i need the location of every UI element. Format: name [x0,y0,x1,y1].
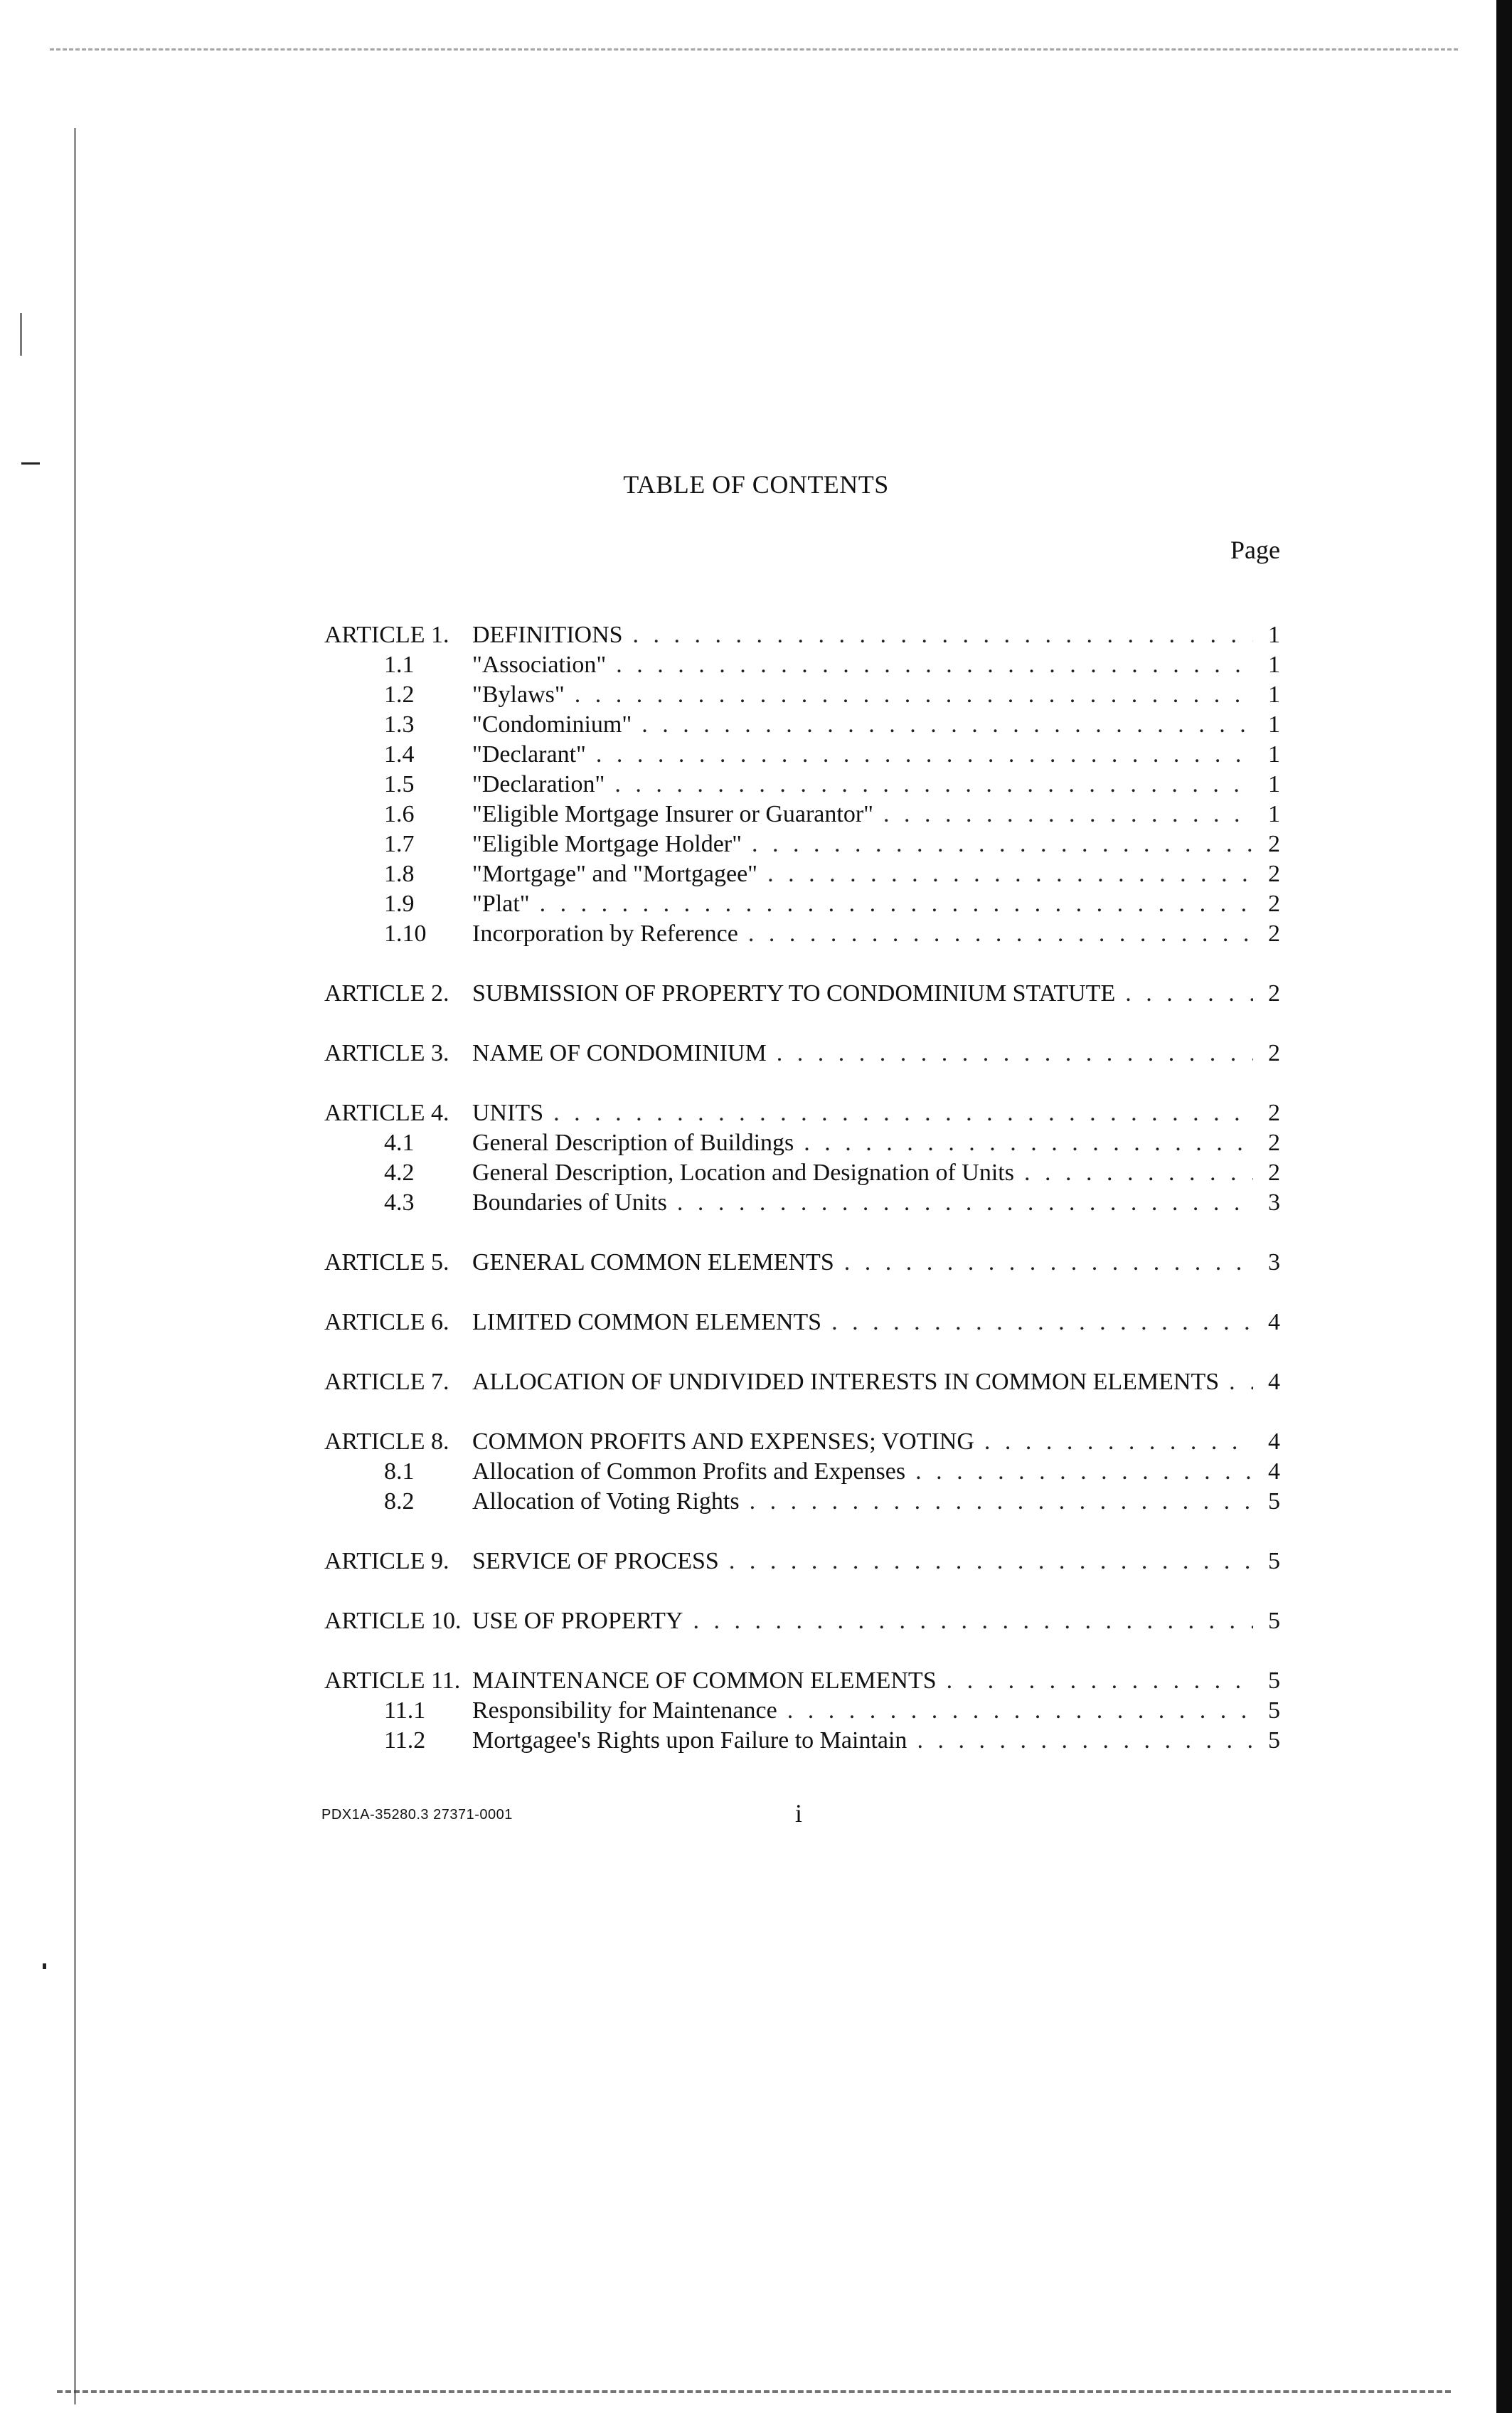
section-number-text: 1.2 [384,682,415,708]
section-title: "Plat" [472,891,530,917]
toc-section-row [324,650,1280,680]
toc-article-row [324,620,1280,650]
dot-leader [748,919,1253,949]
section-number [324,919,472,949]
toc-section-row [324,1457,1280,1487]
toc-section-row [324,1188,1280,1218]
dot-leader [831,1308,1253,1337]
toc-article-row [324,1039,1280,1068]
section-title: "Declarant" [472,741,586,768]
page-ref: 5 [1268,1697,1280,1724]
section-number-text: 1.1 [384,652,415,678]
section-number [324,829,472,859]
toc-section-row [324,800,1280,829]
section-title: Responsibility for Maintenance [472,1697,777,1724]
section-title: "Bylaws" [472,682,565,708]
toc-section-row [324,1158,1280,1188]
toc-section-row [324,710,1280,740]
section-title: Incorporation by Reference [472,921,738,947]
dot-leader [984,1427,1253,1457]
article-number: ARTICLE 11. [324,1667,461,1694]
toc-article-row [324,1427,1280,1457]
section-number-text: 1.6 [384,801,415,827]
dot-leader [883,800,1253,829]
section-number-text: 11.2 [384,1727,426,1754]
dot-leader [777,1039,1253,1068]
article-title: DEFINITIONS [472,622,623,648]
section-number-text: 1.10 [384,921,427,947]
toc-section-row [324,1696,1280,1726]
dot-leader [1024,1158,1253,1188]
section-title: "Eligible Mortgage Insurer or Guarantor" [472,801,874,827]
page-column-header: Page [1230,536,1280,564]
page-ref: 1 [1268,801,1280,827]
toc-section-row [324,680,1280,710]
dot-leader [804,1128,1253,1158]
toc-section-row [324,1128,1280,1158]
article-title: MAINTENANCE OF COMMON ELEMENTS [472,1667,937,1694]
article-number: ARTICLE 6. [324,1309,449,1335]
dot-leader [787,1696,1253,1726]
toc-article-row [324,1367,1280,1397]
toc-section-row [324,859,1280,889]
scan-mark [20,313,22,356]
page-ref: 5 [1268,1548,1280,1574]
dot-leader [752,829,1253,859]
page-ref: 1 [1268,682,1280,708]
section-number-text: 8.1 [384,1458,415,1485]
section-number [324,1487,472,1517]
toc-section-row [324,1726,1280,1756]
section-number-text: 1.8 [384,861,415,887]
article-number: ARTICLE 8. [324,1428,449,1455]
page-number: i [795,1799,803,1828]
section-number [324,1457,472,1487]
document-id: PDX1A-35280.3 27371-0001 [321,1807,513,1823]
page-ref: 5 [1268,1727,1280,1754]
article-number: ARTICLE 7. [324,1369,449,1395]
page-ref: 2 [1268,861,1280,887]
dot-leader [614,770,1253,800]
toc-article-row [324,1248,1280,1278]
page-ref: 1 [1268,741,1280,768]
article-number: ARTICLE 10. [324,1608,462,1634]
page-ref: 4 [1268,1428,1280,1455]
section-number [324,650,472,680]
section-number-text: 8.2 [384,1488,415,1515]
section-number [324,710,472,740]
page-ref: 1 [1268,622,1280,648]
dot-leader [917,1726,1253,1756]
section-number [324,859,472,889]
scan-mark [21,462,40,465]
section-number-text: 4.3 [384,1189,415,1216]
dot-leader [641,710,1253,740]
page-ref: 1 [1268,652,1280,678]
article-number: ARTICLE 4. [324,1100,449,1126]
section-number [324,1696,472,1726]
dot-leader [947,1666,1253,1696]
dot-leader [729,1547,1253,1576]
section-number [324,740,472,770]
dot-leader [633,620,1253,650]
article-number: ARTICLE 9. [324,1548,449,1574]
dot-leader [1125,979,1253,1009]
section-title: "Eligible Mortgage Holder" [472,831,742,857]
section-number-text: 1.3 [384,711,415,738]
page-ref: 2 [1268,1100,1280,1126]
dot-leader [677,1188,1253,1218]
toc-section-row [324,1487,1280,1517]
section-title: Allocation of Voting Rights [472,1488,740,1515]
section-number-text: 4.2 [384,1160,415,1186]
article-title: GENERAL COMMON ELEMENTS [472,1249,834,1276]
section-number-text: 1.4 [384,741,415,768]
toc-article-row [324,979,1280,1009]
article-number: ARTICLE 3. [324,1040,449,1066]
scan-top-border [50,48,1458,51]
section-title: "Condominium" [472,711,632,738]
toc-article-row [324,1606,1280,1636]
page-ref: 2 [1268,921,1280,947]
article-title: ALLOCATION OF UNDIVIDED INTERESTS IN COMMON ELEMENTS [472,1369,1220,1395]
page-ref: 2 [1268,1040,1280,1066]
toc-section-row [324,829,1280,859]
toc-section-row [324,889,1280,919]
page-ref: 2 [1268,1130,1280,1156]
page-ref: 2 [1268,980,1280,1007]
scan-mark [43,1963,46,1969]
dot-leader [915,1457,1253,1487]
section-title: Mortgagee's Rights upon Failure to Maintain [472,1727,907,1754]
scan-bottom-border [57,2390,1451,2393]
toc-article-row [324,1666,1280,1696]
dot-leader [693,1606,1253,1636]
page-ref: 4 [1268,1309,1280,1335]
dot-leader [750,1487,1253,1517]
section-number [324,1726,472,1756]
toc-article-row [324,1547,1280,1576]
section-number-text: 1.9 [384,891,415,917]
article-title: SERVICE OF PROCESS [472,1548,719,1574]
article-title: SUBMISSION OF PROPERTY TO CONDOMINIUM STATUTE [472,980,1116,1007]
page-ref: 3 [1268,1189,1280,1216]
table-of-contents [324,620,1280,1756]
section-number [324,800,472,829]
dot-leader [616,650,1253,680]
page-ref: 4 [1268,1369,1280,1395]
dot-leader [844,1248,1253,1278]
toc-section-row [324,770,1280,800]
page-ref: 5 [1268,1488,1280,1515]
toc-article-row [324,1098,1280,1128]
section-title: General Description of Buildings [472,1130,794,1156]
section-number [324,1128,472,1158]
article-title: UNITS [472,1100,544,1126]
page-ref: 5 [1268,1608,1280,1634]
section-number-text: 4.1 [384,1130,415,1156]
page-title: TABLE OF CONTENTS [623,470,889,499]
page-ref: 2 [1268,891,1280,917]
section-number-text: 1.5 [384,771,415,797]
section-number [324,1158,472,1188]
section-number-text: 1.7 [384,831,415,857]
dot-leader [767,859,1253,889]
page-ref: 4 [1268,1458,1280,1485]
section-title: "Mortgage" and "Mortgagee" [472,861,758,887]
section-number-text: 11.1 [384,1697,426,1724]
article-number: ARTICLE 2. [324,980,449,1007]
article-title: NAME OF CONDOMINIUM [472,1040,767,1066]
article-title: LIMITED COMMON ELEMENTS [472,1309,822,1335]
section-title: "Association" [472,652,607,678]
dot-leader [540,889,1253,919]
scan-edge-right [1496,0,1512,2413]
toc-article-row [324,1308,1280,1337]
section-title: Allocation of Common Profits and Expenses [472,1458,906,1485]
page-ref: 1 [1268,771,1280,797]
dot-leader [596,740,1253,770]
page-ref: 2 [1268,1160,1280,1186]
article-number: ARTICLE 1. [324,622,449,648]
section-title: Boundaries of Units [472,1189,667,1216]
section-number [324,770,472,800]
page-ref: 2 [1268,831,1280,857]
section-title: "Declaration" [472,771,605,797]
page-ref: 1 [1268,711,1280,738]
dot-leader [1229,1367,1253,1397]
section-number [324,680,472,710]
section-number [324,889,472,919]
article-number: ARTICLE 5. [324,1249,449,1276]
page-ref: 5 [1268,1667,1280,1694]
dot-leader [575,680,1253,710]
article-title: USE OF PROPERTY [472,1608,683,1634]
dot-leader [553,1098,1253,1128]
section-title: General Description, Location and Designation of Units [472,1160,1014,1186]
page-ref: 3 [1268,1249,1280,1276]
toc-section-row [324,919,1280,949]
section-number [324,1188,472,1218]
article-title: COMMON PROFITS AND EXPENSES; VOTING [472,1428,974,1455]
toc-section-row [324,740,1280,770]
